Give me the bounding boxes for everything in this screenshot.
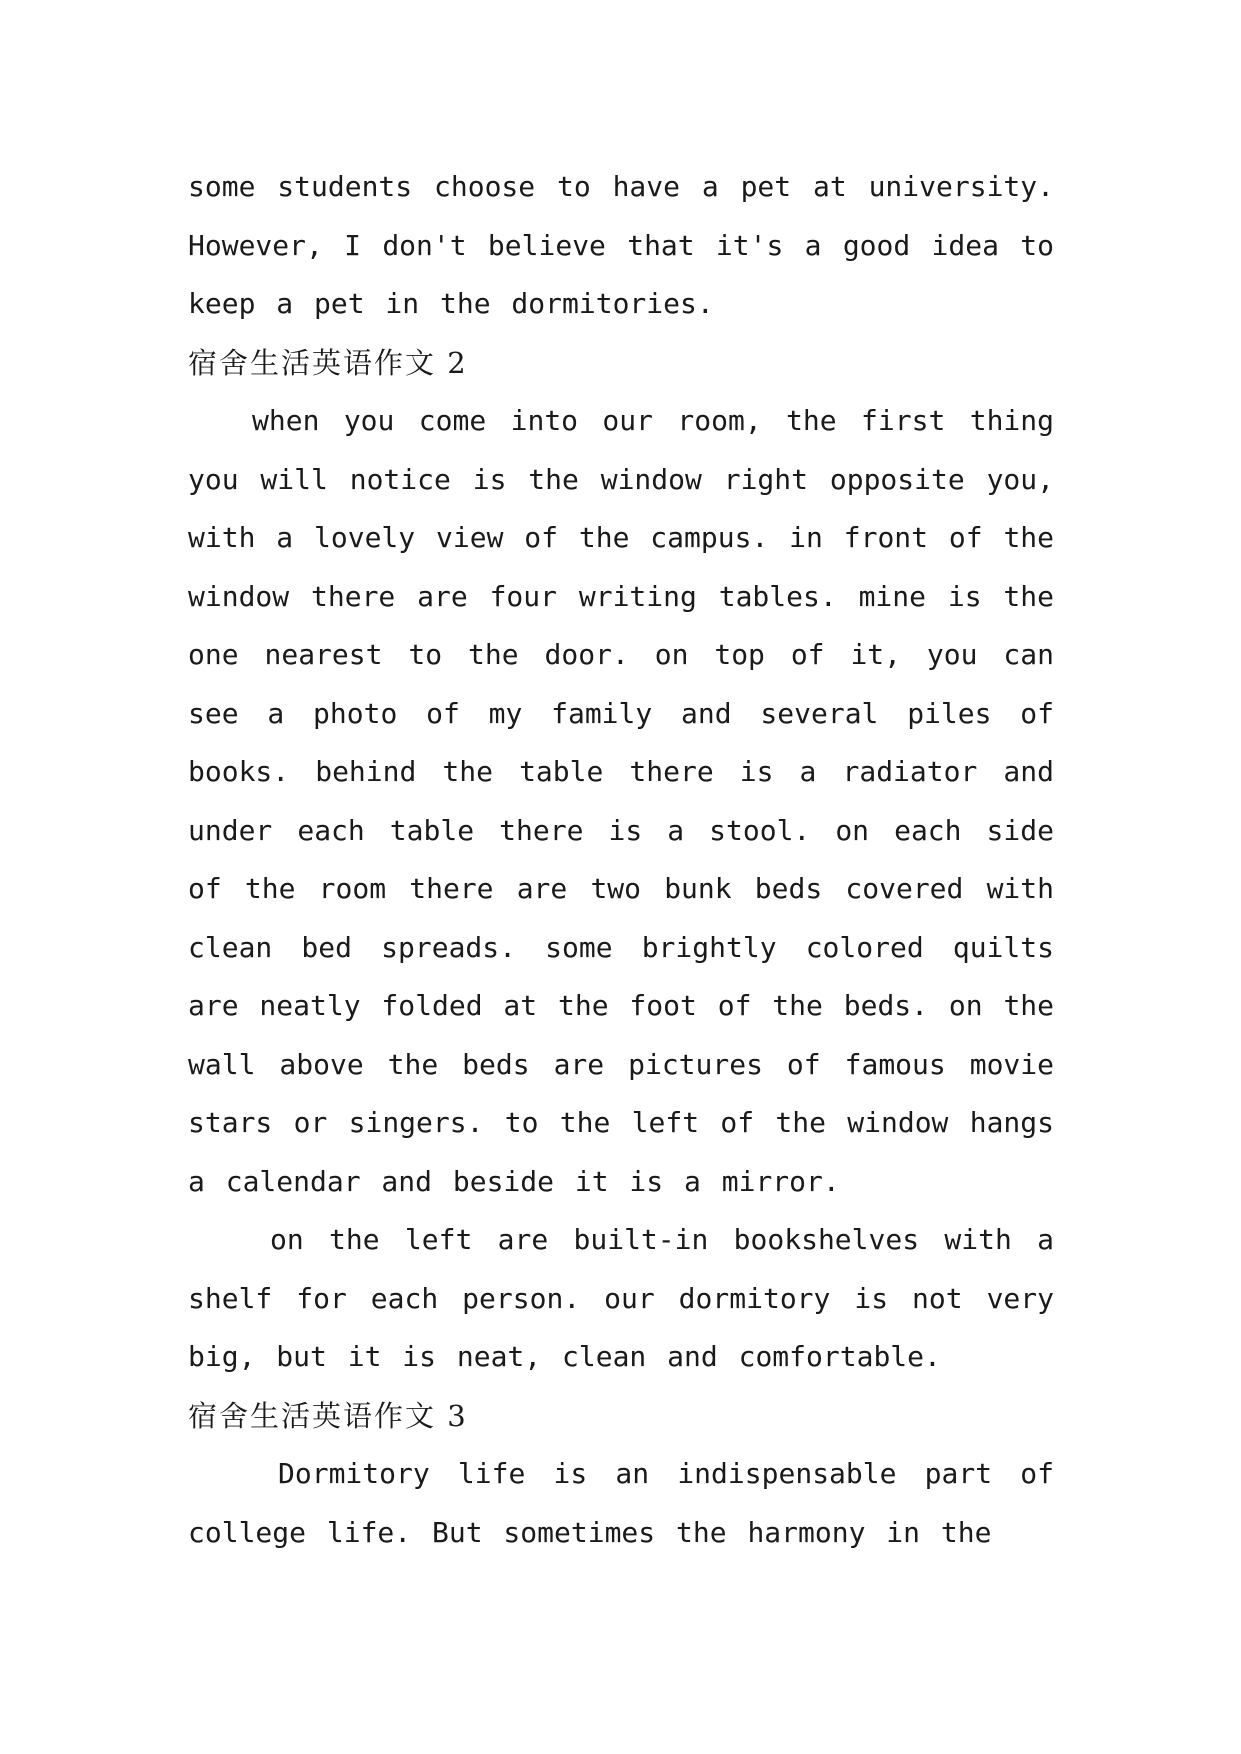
essay-heading-2: 宿舍生活英语作文 2 bbox=[188, 345, 468, 380]
paragraph-dormitory-life: Dormitory life is an indispensable part of college life. But sometimes the harmony in the bbox=[188, 1457, 1054, 1549]
paragraph-pet-conclusion: some students choose to have a pet at university. However, I don't believe that it's a good idea to keep a pet in the dormitories. bbox=[188, 170, 1054, 320]
paragraph-room-description: when you come into our room, the first thing you will notice is the window right opposite you, with a lovely view of the campus. in front of the window there are four writing tables. mine is the one nearest to the door. on top of it, you can see a photo of my family and several piles of books. behind the table there is a radiator and under each table there is a stool. on each side of the room there are two bunk beds covered with clean bed spreads. some brightly colored quilts are neatly folded at the foot of the beds. on the wall above the beds are pictures of famous movie stars or singers. to the left of the window hangs a calendar and beside it is a mirror. bbox=[188, 404, 1055, 1198]
essay-heading-3: 宿舍生活英语作文 3 bbox=[188, 1398, 468, 1433]
document-body bbox=[188, 158, 1054, 1562]
paragraph-bookshelves: on the left are built-in bookshelves with a shelf for each person. our dormitory is not very big, but it is neat, clean and comfortable. bbox=[188, 1223, 1054, 1373]
